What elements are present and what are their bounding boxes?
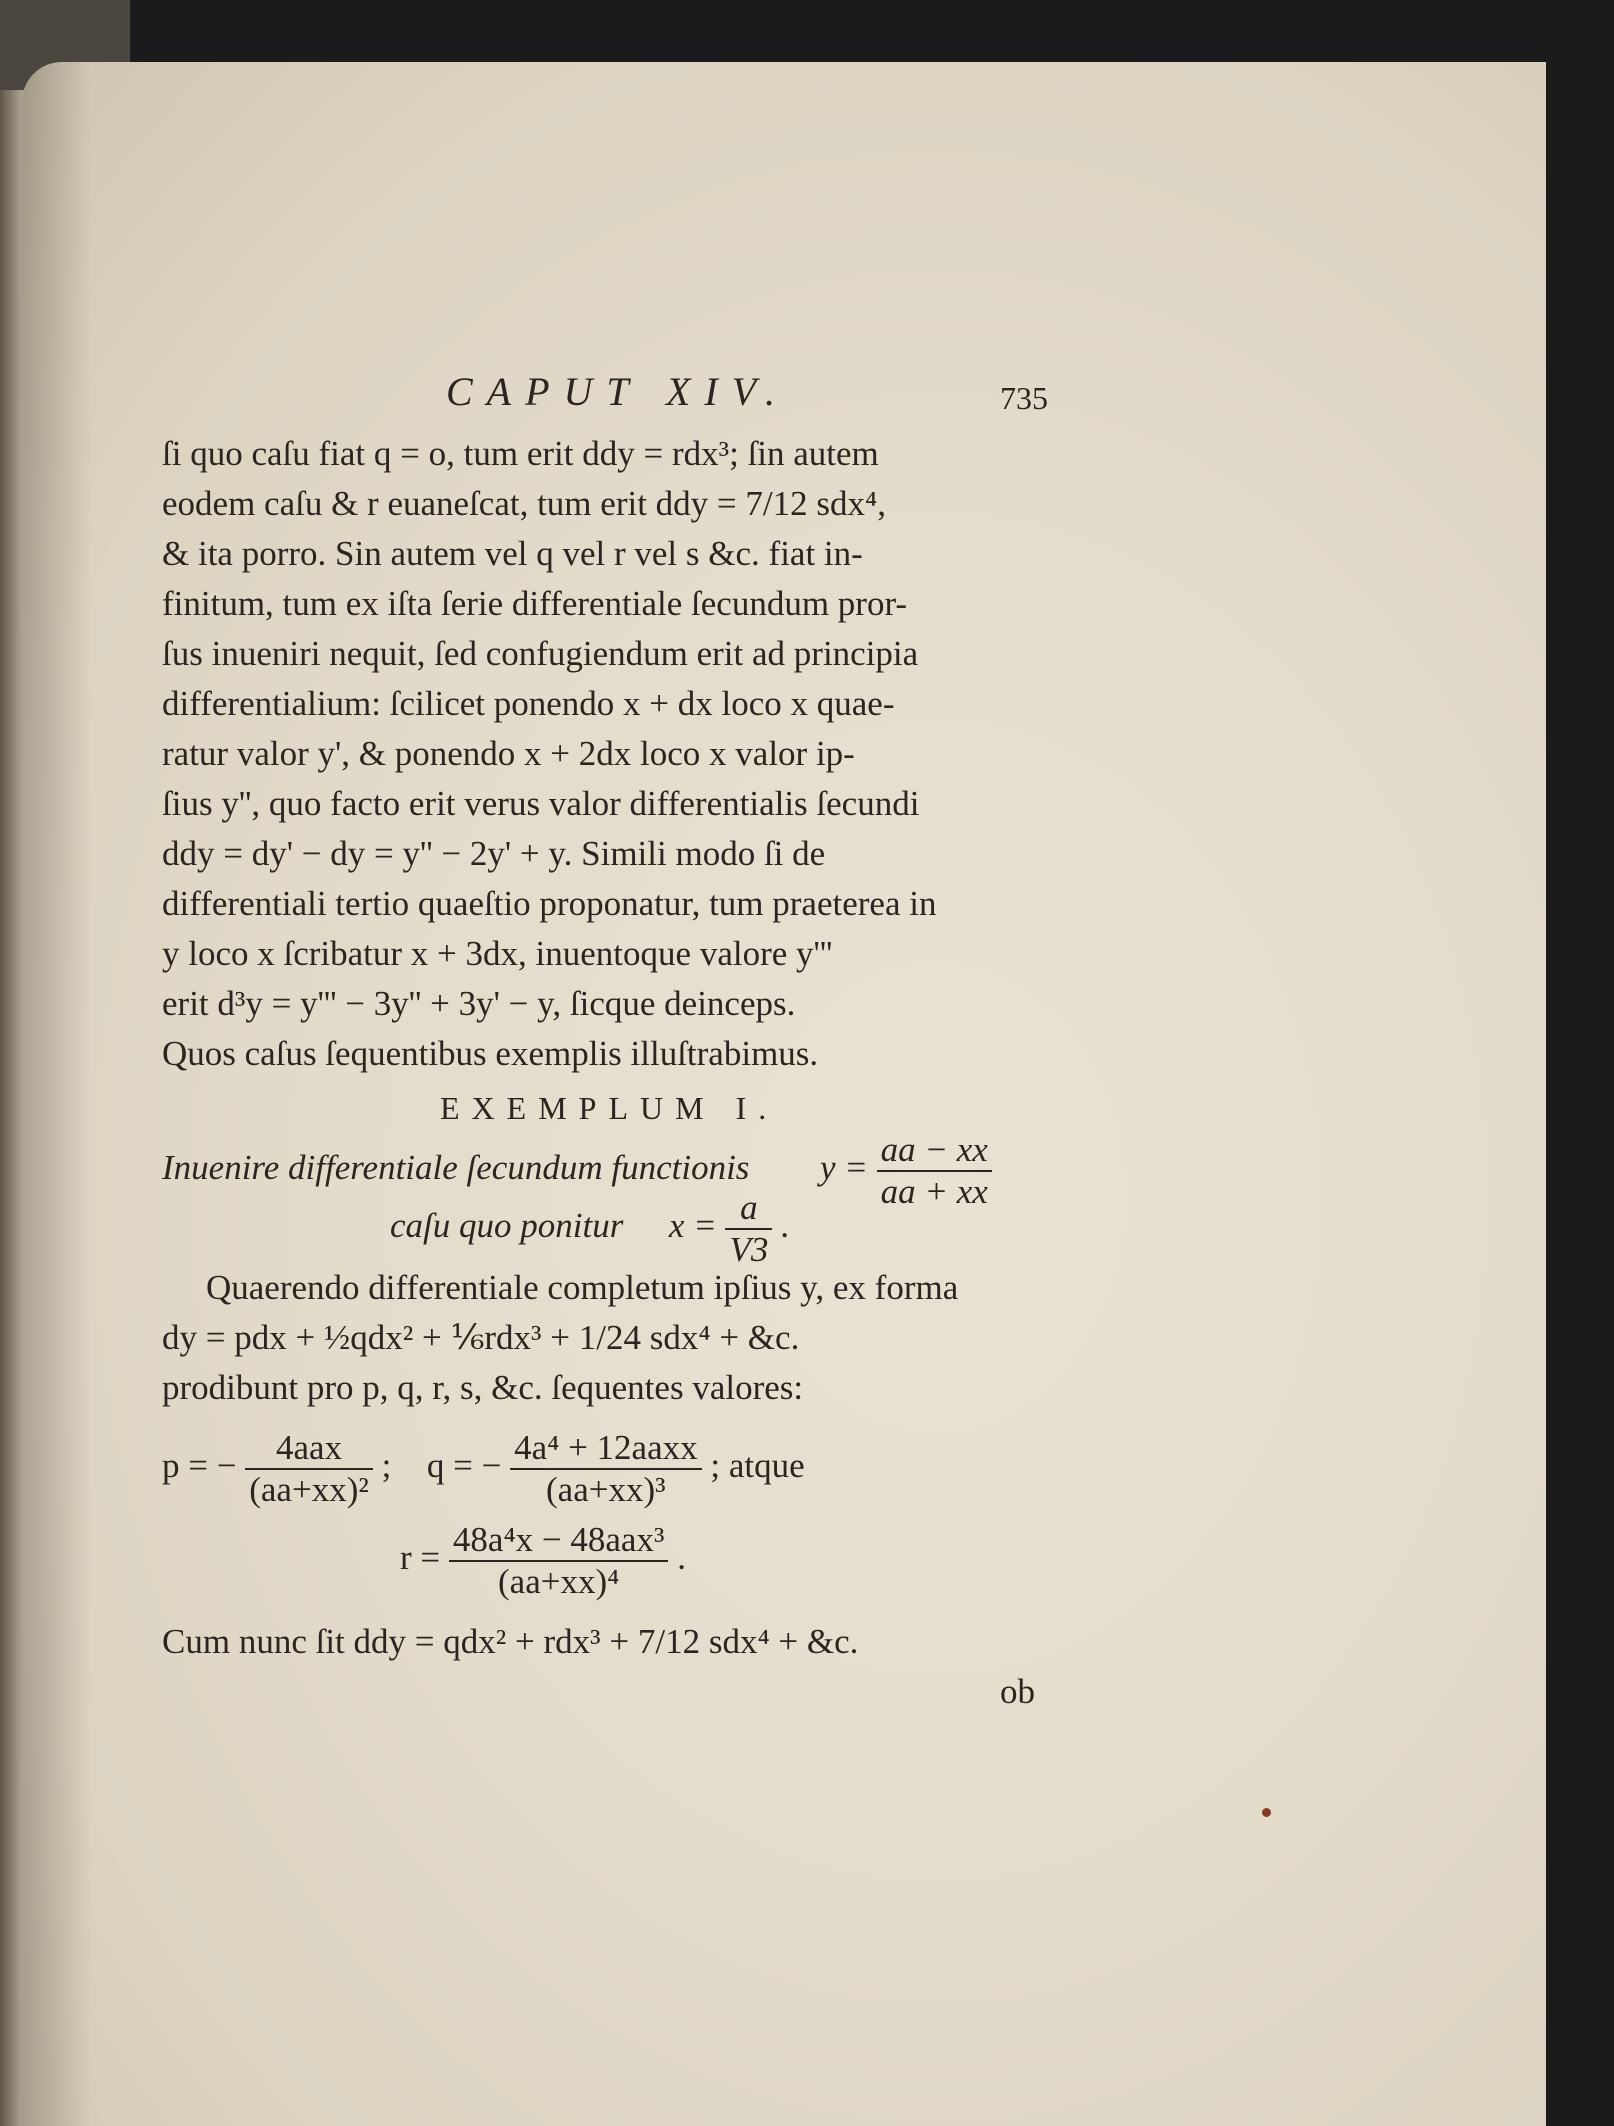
x-numerator: a bbox=[725, 1188, 772, 1230]
y-numerator: aa − xx bbox=[877, 1130, 992, 1172]
atque-text: ; atque bbox=[710, 1446, 805, 1486]
y-denominator: aa + xx bbox=[880, 1172, 988, 1211]
x-lhs: x = bbox=[668, 1206, 717, 1246]
text-line: differentiali tertio quaeſtio proponatur, tum praeterea in bbox=[162, 884, 937, 923]
y-fraction bbox=[877, 1130, 992, 1212]
text-line: Quaerendo differentiale completum ipſius y, ex forma bbox=[206, 1268, 959, 1307]
text-line: differentialium: ſcilicet ponendo x + dx loco x quae- bbox=[162, 684, 895, 723]
r-denominator: (aa+xx)⁴ bbox=[498, 1562, 620, 1601]
case-text: caſu quo ponitur bbox=[390, 1206, 624, 1246]
ink-spot bbox=[1262, 1808, 1271, 1817]
text-line: ratur valor y', & ponendo x + 2dx loco x valor ip- bbox=[162, 734, 855, 773]
text-line: ſi quo caſu fiat q = o, tum erit ddy = rdx³; ſin autem bbox=[162, 434, 879, 473]
r-lhs: r = bbox=[400, 1538, 441, 1578]
text-line: finitum, tum ex iſta ſerie differentiale ſecundum pror- bbox=[162, 584, 908, 623]
example-statement-text: Inuenire differentiale ſecundum functionis bbox=[162, 1148, 750, 1187]
pq-formulas bbox=[162, 1428, 805, 1510]
r-formula bbox=[400, 1520, 686, 1602]
catchword: ob bbox=[1000, 1672, 1035, 1711]
x-denominator: V3 bbox=[729, 1230, 769, 1269]
r-fraction bbox=[449, 1520, 669, 1602]
p-numerator: 4aax bbox=[245, 1428, 373, 1470]
text-line: y loco x ſcribatur x + 3dx, inuentoque valore y''' bbox=[162, 934, 833, 973]
text-line: erit d³y = y''' − 3y'' + 3y' − y, ſicque deinceps. bbox=[162, 984, 796, 1023]
page-number: 735 bbox=[1000, 380, 1048, 416]
text-line: & ita porro. Sin autem vel q vel r vel s &c. fiat in- bbox=[162, 534, 863, 573]
text-line: eodem caſu & r euaneſcat, tum erit ddy = 7/12 sdx⁴, bbox=[162, 484, 886, 523]
q-numerator: 4a⁴ + 12aaxx bbox=[510, 1428, 702, 1470]
x-end: . bbox=[781, 1206, 790, 1246]
text-line: Quos caſus ſequentibus exemplis illuſtrabimus. bbox=[162, 1034, 819, 1073]
text-line: dy = pdx + ½qdx² + ⅙rdx³ + 1/24 sdx⁴ + &c. bbox=[162, 1318, 800, 1357]
example-heading: EXEMPLUM I. bbox=[440, 1090, 779, 1126]
example-statement bbox=[162, 1148, 749, 1188]
p-lhs: p = − bbox=[162, 1446, 237, 1486]
y-lhs: y = bbox=[820, 1148, 868, 1188]
r-numerator: 48a⁴x − 48aax³ bbox=[449, 1520, 669, 1562]
q-lhs: q = − bbox=[426, 1446, 502, 1486]
text-line: ſius y'', quo facto erit verus valor differentialis ſecundi bbox=[162, 784, 920, 823]
running-head: CAPUT XIV. bbox=[446, 369, 789, 414]
page-gutter-shadow bbox=[22, 62, 92, 2126]
text-line: ddy = dy' − dy = y'' − 2y' + y. Simili modo ſi de bbox=[162, 834, 826, 873]
p-fraction bbox=[245, 1428, 373, 1510]
q-denominator: (aa+xx)³ bbox=[546, 1470, 666, 1509]
y-formula bbox=[820, 1130, 992, 1212]
r-end: . bbox=[677, 1538, 686, 1578]
text-line: Cum nunc ſit ddy = qdx² + rdx³ + 7/12 sdx⁴ + &c. bbox=[162, 1622, 859, 1661]
x-fraction bbox=[725, 1188, 772, 1270]
q-fraction bbox=[510, 1428, 702, 1510]
case-line bbox=[390, 1188, 790, 1270]
text-line: prodibunt pro p, q, r, s, &c. ſequentes valores: bbox=[162, 1368, 804, 1407]
text-line: ſus inueniri nequit, ſed confugiendum erit ad principia bbox=[162, 634, 919, 673]
p-separator: ; bbox=[381, 1446, 392, 1486]
p-denominator: (aa+xx)² bbox=[249, 1470, 369, 1509]
